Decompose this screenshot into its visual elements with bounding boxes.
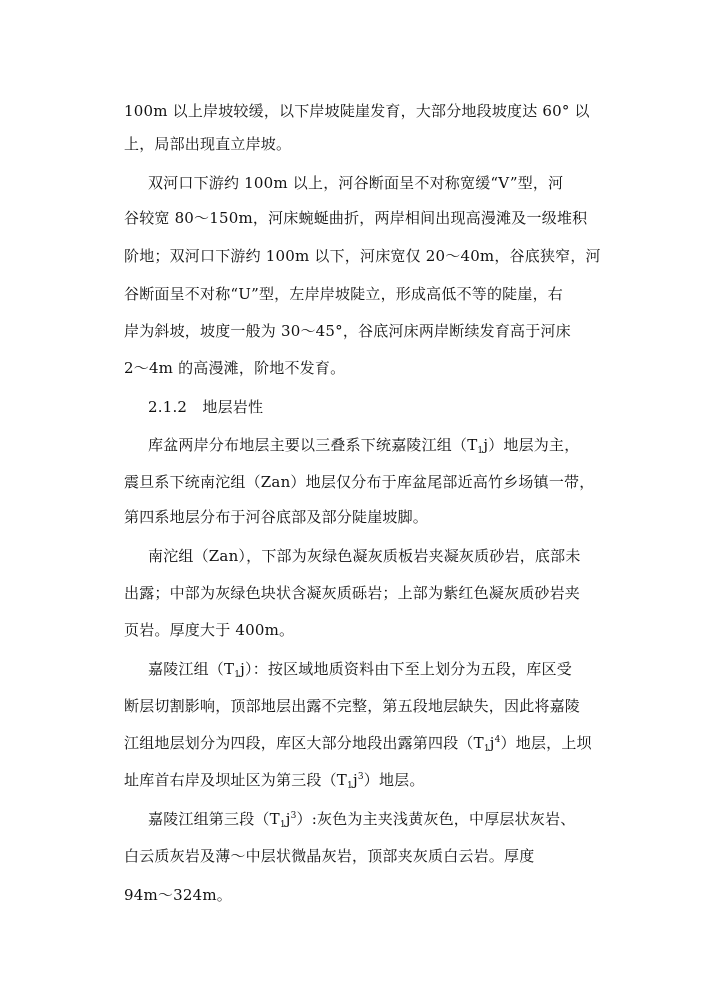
paragraph-line: 页岩。厚度大于 400m。 [124,621,295,639]
paragraph-line: 库盆两岸分布地层主要以三叠系下统嘉陵江组$(T_1j)$地层为主， [148,436,580,456]
paragraph-line: 岸为斜坡，坡度一般为 30～45°，谷底河床两岸断续发育高于河床 [124,322,571,340]
paragraph-line: 谷断面呈不对称“U”型，左岸岸坡陡立，形成高低不等的陡崖，右 [124,285,563,303]
paragraph-line: 第四系地层分布于河谷底部及部分陡崖坡脚。 [124,508,429,526]
paragraph-line: 阶地；双河口下游约 100m 以下，河床宽仅 20～40m，谷底狭窄，河 [124,247,601,265]
paragraph-line: 江组地层划分为四段，库区大部分地段出露第四段$(T_1j^4)$地层，上坝 [124,734,592,754]
paragraph-line: 上，局部出现直立岸坡。 [124,135,292,153]
paragraph-line: 谷较宽 80～150m，河床蜿蜒曲折，两岸相间出现高漫滩及一级堆积 [124,209,588,227]
paragraph-line: 双河口下游约 100m 以上，河谷断面呈不对称宽缓“V”型，河 [148,174,564,192]
paragraph-line: 震旦系下统南沱组（Zan）地层仅分布于库盆尾部近高竹乡场镇一带， [124,473,595,491]
paragraph-line: 100m 以上岸坡较缓，以下岸坡陡崖发育，大部分地段坡度达 60° 以 [124,102,590,120]
paragraph-line: 94m～324m。 [124,886,232,904]
paragraph-line: 出露；中部为灰绿色块状含凝灰质砾岩；上部为紫红色凝灰质砂岩夹 [124,584,581,602]
paragraph-line: 2～4m 的高漫滩，阶地不发育。 [124,359,346,377]
paragraph-line: 嘉陵江组第三段$(T_1j^3)$:灰色为主夹浅黄灰色，中厚层状灰岩、 [148,810,576,830]
paragraph-line: 嘉陵江组$(T_1j)$：按区域地质资料由下至上划分为五段，库区受 [148,660,572,680]
paragraph-line: 址库首右岸及坝址区为第三段$(T_1j^3)$地层。 [124,771,425,791]
paragraph-line: 南沱组（Zan），下部为灰绿色凝灰质板岩夹凝灰质砂岩，底部未 [148,547,581,565]
paragraph-line: 白云质灰岩及薄～中层状微晶灰岩，顶部夹灰质白云岩。厚度 [124,847,535,865]
section-heading: 2.1.2 地层岩性 [148,398,264,416]
paragraph-line: 断层切割影响，顶部地层出露不完整，第五段地层缺失，因此将嘉陵 [124,697,581,715]
